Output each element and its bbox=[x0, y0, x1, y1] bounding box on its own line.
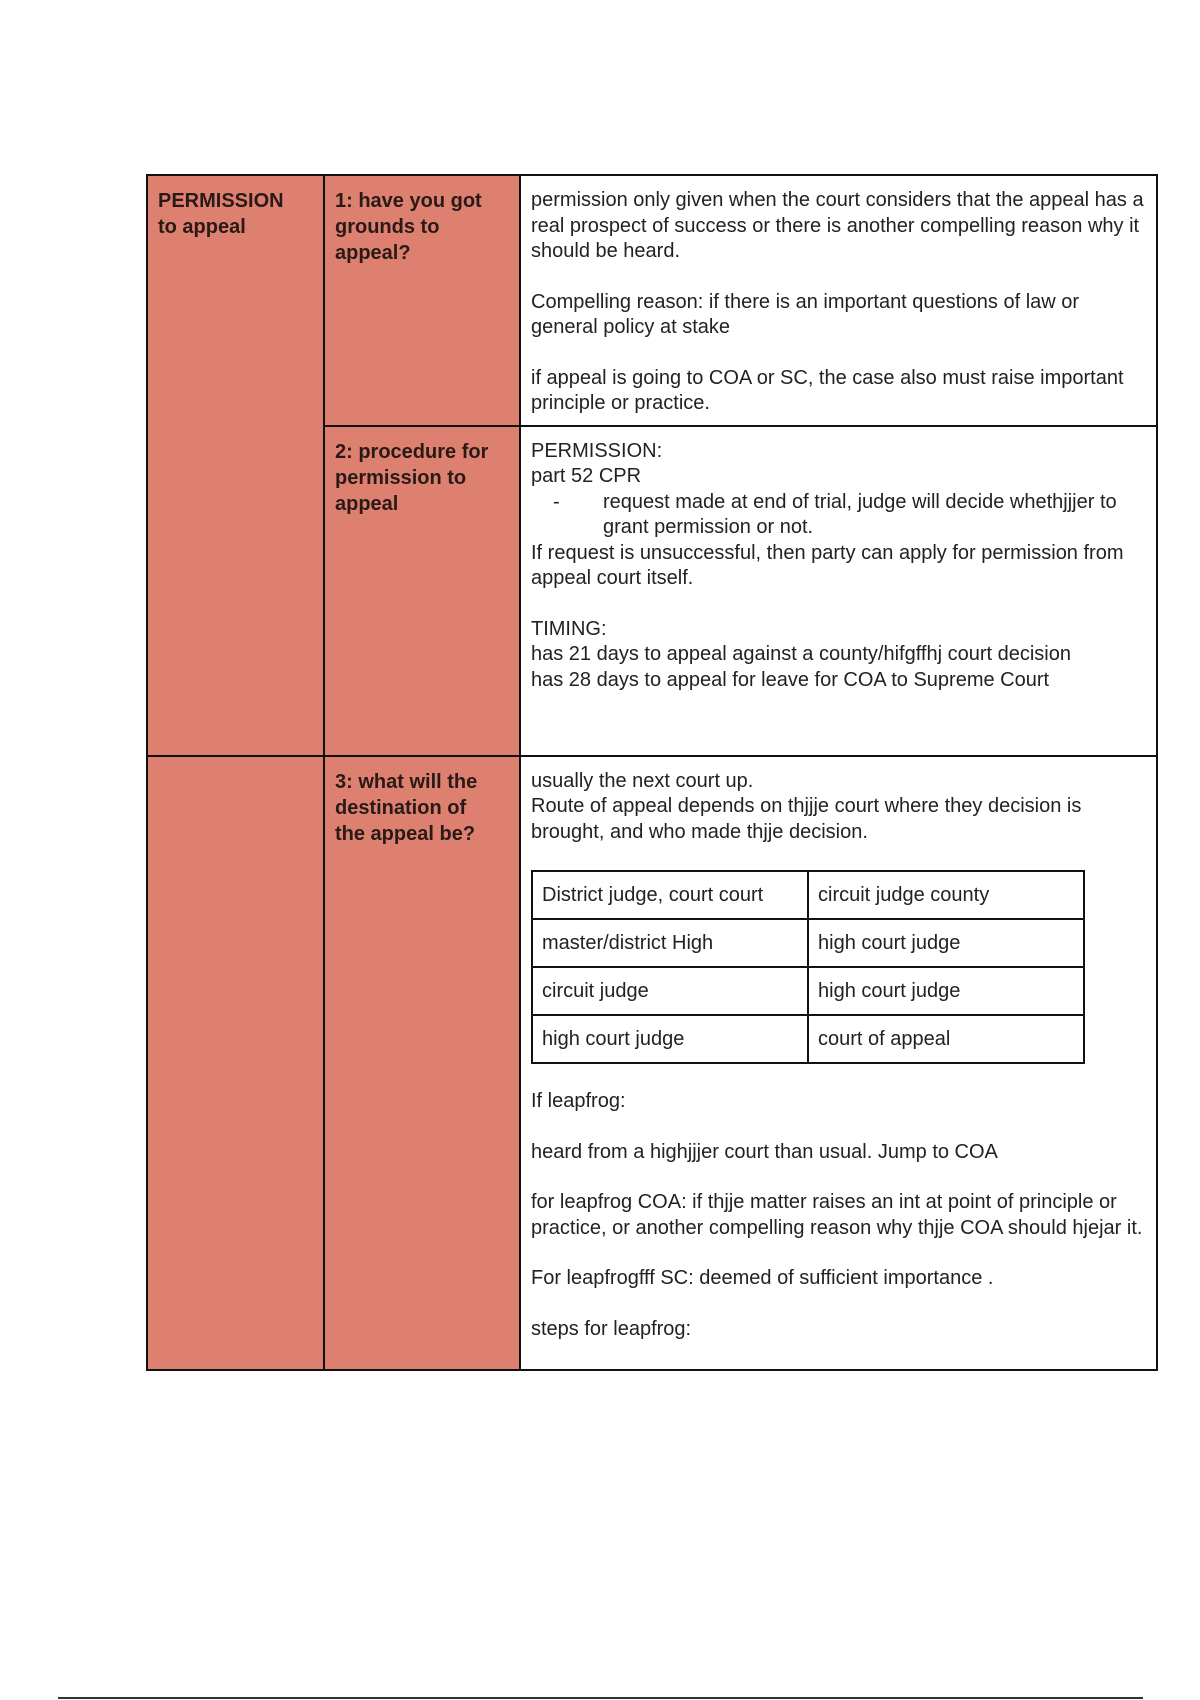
permission-sub: part 52 CPR bbox=[531, 465, 642, 487]
table-row bbox=[532, 1015, 1084, 1063]
table-row bbox=[532, 871, 1084, 919]
timing-title: TIMING: bbox=[531, 617, 607, 640]
heading-grounds: 1: have you got grounds to appeal? bbox=[335, 190, 482, 264]
bullet-dash: - bbox=[553, 490, 560, 513]
heading-cell-grounds bbox=[324, 175, 520, 426]
permission-title: PERMISSION: bbox=[531, 439, 663, 462]
table-row bbox=[532, 967, 1084, 1015]
routes-table bbox=[531, 870, 1085, 1064]
table-row-grounds bbox=[147, 175, 1157, 426]
content-cell-procedure bbox=[520, 426, 1157, 756]
content-cell-destination bbox=[520, 756, 1157, 1370]
heading-cell-procedure bbox=[324, 426, 520, 756]
timing-line: has 21 days to appeal against a county/hifgffhj court decision bbox=[531, 643, 1071, 665]
table-row-destination bbox=[147, 756, 1157, 1370]
bullet-text: request made at end of trial, judge will decide whethjjjer to grant permission or not. bbox=[603, 490, 1117, 538]
leapfrog-line: for leapfrog COA: if thjje matter raises an int at point of principle or practice, or another compelling reason why thjje COA should hjejar it. bbox=[531, 1191, 1143, 1239]
paragraph: if appeal is going to COA or SC, the case also must raise important principle or practice. bbox=[531, 366, 1124, 414]
page-footer-rule bbox=[58, 1697, 1143, 1699]
paragraph: permission only given when the court considers that the appeal has a real prospect of success or there is another compelling reason why it should be heard. bbox=[531, 189, 1144, 262]
permission-block bbox=[531, 439, 1146, 592]
route-from: master/district High bbox=[532, 919, 808, 967]
table-row bbox=[532, 919, 1084, 967]
section-title: PERMISSION to appeal bbox=[158, 190, 284, 238]
heading-cell-destination bbox=[324, 756, 520, 1370]
notes-table bbox=[146, 174, 1158, 1371]
route-from: District judge, court court bbox=[532, 871, 808, 919]
route-to: court of appeal bbox=[808, 1015, 1084, 1063]
route-to: high court judge bbox=[808, 967, 1084, 1015]
after-bullet-text: If request is unsuccessful, then party can apply for permission from appeal court itself. bbox=[531, 541, 1124, 589]
leapfrog-line: heard from a highjjjer court than usual. Jump to COA bbox=[531, 1140, 998, 1163]
paragraph: Compelling reason: if there is an important questions of law or general policy at stake bbox=[531, 290, 1080, 338]
list-item bbox=[531, 490, 1146, 541]
content-cell-grounds bbox=[520, 175, 1157, 426]
intro-line: usually the next court up. bbox=[531, 769, 754, 792]
heading-procedure: 2: procedure for permission to appeal bbox=[335, 440, 489, 515]
section-title-cell bbox=[147, 175, 324, 756]
timing-line: has 28 days to appeal for leave for COA to Supreme Court bbox=[531, 668, 1050, 691]
route-to: high court judge bbox=[808, 919, 1084, 967]
timing-block bbox=[531, 617, 1146, 694]
leapfrog-line: steps for leapfrog: bbox=[531, 1317, 692, 1340]
intro-line: Route of appeal depends on thjjje court where they decision is brought, and who made thjje decision. bbox=[531, 795, 1082, 843]
leapfrog-line: For leapfrogfff SC: deemed of sufficient importance . bbox=[531, 1267, 994, 1289]
route-to: circuit judge county bbox=[808, 871, 1084, 919]
route-from: circuit judge bbox=[532, 967, 808, 1015]
intro-block bbox=[531, 769, 1146, 846]
leapfrog-line: If leapfrog: bbox=[531, 1090, 626, 1112]
heading-destination: 3: what will the destination of the appeal be? bbox=[335, 770, 478, 845]
route-from: high court judge bbox=[532, 1015, 808, 1063]
empty-shaded-cell bbox=[147, 756, 324, 1370]
